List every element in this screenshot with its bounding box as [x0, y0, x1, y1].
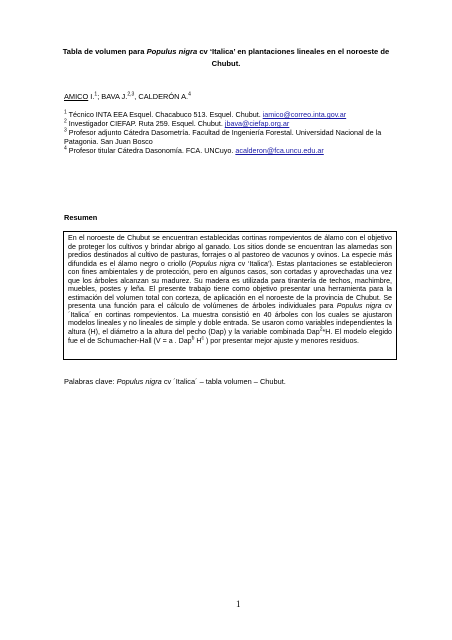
page-number: 1 — [236, 599, 241, 609]
paper-title: Tabla de volumen para Populus nigra cv ‘Italica’ en plantaciones lineales en el noroeste de Chubut. — [62, 47, 390, 68]
affiliation-3: $^3$ Profesor adjunto Cátedra Dasometría. Facultad de Ingeniería Forestal. Universidad Nacional de la Patagonia. San Juan Bosco — [64, 127, 382, 146]
section-heading-resumen: Resumen — [64, 213, 98, 222]
abstract-box: En el noroeste de Chubut se encuentran establecidas cortinas rompevientos de álamo con el objetivo de proteger los cultivos y brindar abrigo al ganado. Los sitios donde se encuentran las alamedas son predios destinados al cultivo de pasturas, forrajes o al pastoreo de vacunos y ovinos. La especie más difundida es el álamo negro o criollo (Populus nigra cv ‘Italica’). Estas plantaciones se establecieron con fines ambientales y de protección, pero en algunos casos, son cortadas y aprovechadas una vez que los árboles alcanzan su madurez. Su madera es utilizada para tirantería de techos, machimbre, muebles, postes y leña. El presente trabajo tiene como objetivo presentar una herramienta para la estimación del volumen total con corteza, de aplicación en el noroeste de la provincia de Chubut. Se presenta una función para el cálculo de volúmenes de árboles individuales para Populus nigra cv ´Italica´ en cortinas rompevientos. La muestra consistió en 40 árboles con los cuales se ajustaron modelos lineales y no lineales de simple y doble entrada. Se usaron como variables independientes la altura (H), el diámetro a la altura del pecho (Dap) y la variable combinada Dap$^2$*H. El modelo elegido fue el de Schumacher-Hall (V = a . Dap$^b$ $H^c$ ) por presentar mejor ajuste y menores residuos. — [63, 231, 397, 360]
author-amico: AMICO — [64, 92, 89, 101]
author-list: AMICO I.$^1$; BAVA J.$^{2,3}$, CALDERÓN A.$^4$ — [64, 91, 191, 101]
email-link[interactable]: jbava@ciefap.org.ar — [224, 119, 290, 129]
affiliation-1: $^1$ Técnico INTA EEA Esquel. Chacabuco 513. Esquel. Chubut. iamico@correo.inta.gov.ar — [64, 109, 347, 119]
affiliation-4: $^4$ Profesor titular Cátedra Dasonomía. FCA. UNCuyo. acalderon@fca.uncu.edu.ar — [64, 145, 324, 155]
affiliation-2: $^2$ Investigador CIEFAP. Ruta 259. Esquel. Chubut. jbava@ciefap.org.ar — [64, 118, 290, 129]
affiliations — [64, 111, 404, 156]
email-link[interactable]: iamico@correo.inta.gov.ar — [262, 110, 347, 119]
email-link[interactable]: acalderon@fca.uncu.edu.ar — [235, 145, 324, 155]
keywords: Palabras clave: Populus nigra cv ´Italica´ – tabla volumen – Chubut. — [64, 377, 286, 386]
